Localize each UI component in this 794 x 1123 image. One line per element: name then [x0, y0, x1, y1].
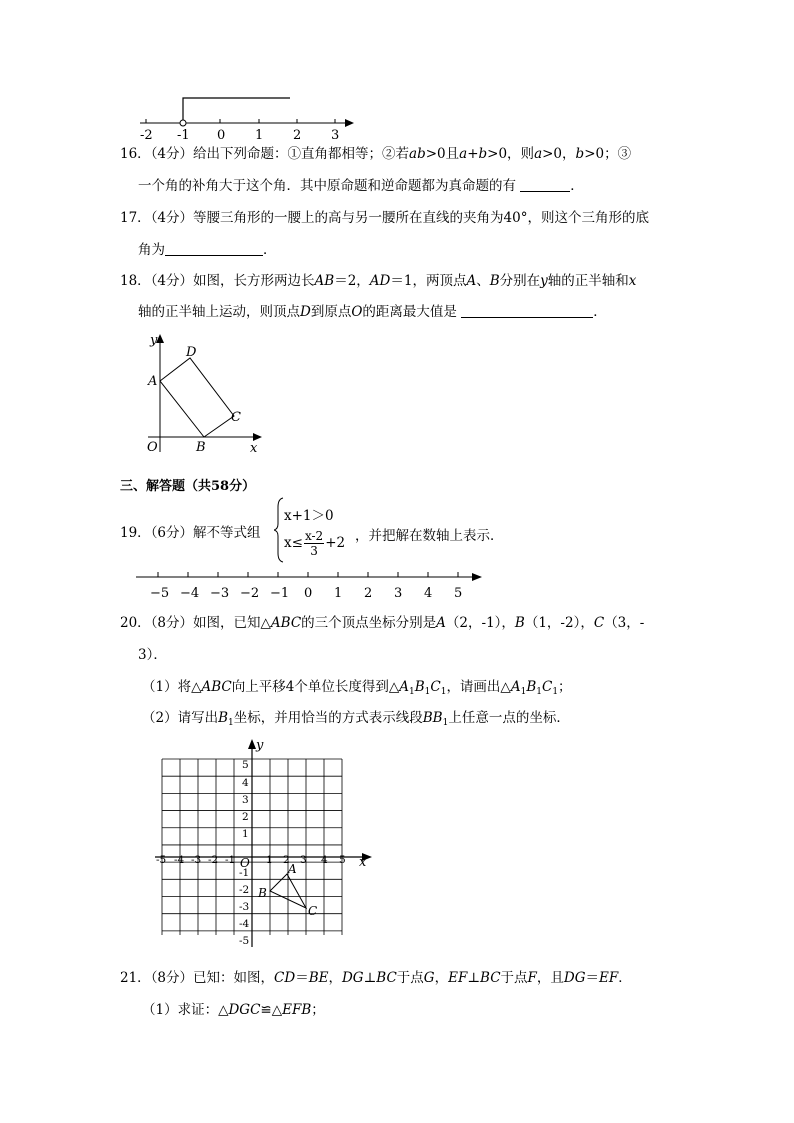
fig-label: B: [196, 440, 206, 455]
var: a: [534, 146, 543, 162]
tick-label: 5: [339, 854, 346, 866]
q21-text: 于点: [500, 970, 528, 986]
q17-text: 等腰三角形的一腰上的高与另一腰所在直线的夹角为40°，则这个三角形的底: [193, 210, 649, 226]
q21-text: 于点: [396, 970, 424, 986]
tick-label: -3: [191, 854, 202, 866]
q21-text: ⊥: [363, 970, 377, 986]
var: B: [218, 710, 229, 726]
tick-label: −5: [150, 586, 170, 601]
var: BB: [422, 710, 443, 726]
fig-label: B: [258, 886, 267, 900]
fig-label: D: [186, 345, 197, 360]
q21-number: 21．: [120, 970, 151, 986]
var: AB: [314, 273, 335, 289]
var: EF: [599, 970, 619, 986]
q20-text: 如图，已知△: [193, 615, 271, 631]
tick-label: 3: [394, 586, 403, 601]
var: a+b: [459, 146, 488, 162]
q21-part1: [142, 1001, 325, 1019]
q18-rectangle-figure: [138, 330, 268, 458]
q20-number: 20．: [120, 615, 151, 631]
q17-line1: [120, 209, 649, 227]
var: A: [399, 679, 409, 695]
q17-number: 17．: [120, 210, 151, 226]
q18-line2: [138, 303, 607, 321]
var: B: [526, 679, 537, 695]
section-title: 三、解答题（共58分）: [120, 479, 256, 494]
tick-label: -5: [239, 935, 250, 947]
tick-label: -1: [177, 128, 190, 142]
q21-score: （8分）: [150, 970, 194, 986]
q16-text: >0，则: [487, 146, 535, 162]
var: CD: [274, 970, 296, 986]
q17-end: ．: [263, 242, 277, 258]
var: DG: [341, 970, 364, 986]
var: O: [351, 304, 363, 320]
tick-label: -4: [239, 918, 250, 930]
var: DGC: [228, 1002, 261, 1018]
q16-line1: [120, 145, 631, 163]
answer-blank[interactable]: [165, 242, 263, 256]
q20-score: （8分）: [150, 615, 194, 631]
var: B: [414, 679, 425, 695]
var: AD: [369, 273, 391, 289]
var: A: [436, 615, 446, 631]
tick-label: -5: [156, 854, 167, 866]
fig-label: y: [256, 738, 264, 753]
tick-label: 2: [293, 128, 302, 142]
tick-label: -2: [208, 854, 219, 866]
q18-score: （4分）: [150, 273, 194, 289]
q21-text: ，且: [536, 970, 564, 986]
var: ABC: [270, 615, 302, 631]
subscript: 1: [228, 718, 234, 728]
fig-label: A: [148, 374, 158, 389]
var: C: [541, 679, 553, 695]
tick-label: 1: [266, 854, 273, 866]
q20-text: 坐标，并用恰当的方式表示线段: [233, 710, 423, 726]
q20-part1: [142, 678, 572, 701]
var: A: [466, 273, 477, 289]
q20-line1: [120, 614, 644, 632]
q20-text: ；: [558, 679, 572, 695]
q21-text: ≌△: [260, 1002, 283, 1018]
q18-text: 轴的正半轴和: [547, 273, 629, 289]
var: B: [514, 615, 525, 631]
q16-line2: [138, 177, 584, 195]
q18-text: 到原点: [310, 304, 352, 320]
tick-label: 5: [454, 586, 463, 601]
var: C: [593, 615, 605, 631]
q20-coordinate-grid: [150, 735, 380, 950]
subscript: 1: [520, 687, 527, 697]
q19-line1: [120, 524, 261, 542]
q20-text: （1，-2），: [524, 615, 594, 631]
var: G: [423, 970, 435, 986]
q18-end: ．: [593, 304, 607, 320]
q18-text: ＝2，: [334, 273, 370, 289]
fig-label: O: [147, 440, 158, 455]
var: y: [540, 273, 548, 289]
var: BC: [376, 970, 397, 986]
q16-number: 16．: [120, 146, 151, 162]
fig-label: C: [308, 904, 318, 918]
q20-text: （2）请写出: [142, 710, 219, 726]
var: b: [575, 146, 585, 162]
tick-label: 1: [255, 128, 264, 142]
q21-text: ，: [328, 970, 342, 986]
subscript: 1: [424, 687, 431, 697]
tick-label: -4: [174, 854, 185, 866]
tick-label: -1: [225, 854, 236, 866]
tick-label: 3: [331, 128, 340, 142]
q21-text: ；: [311, 1002, 325, 1018]
fig-label: A: [288, 862, 297, 876]
var: DG: [563, 970, 586, 986]
var: C: [430, 679, 441, 695]
q16-text: >0且: [425, 146, 460, 162]
tick-label: −1: [270, 586, 290, 601]
answer-blank[interactable]: [461, 304, 593, 318]
brace-icon: [274, 497, 284, 563]
subscript: 1: [536, 687, 542, 697]
ineq-part: +2: [325, 535, 346, 551]
subscript: 1: [552, 687, 559, 697]
tick-label: -2: [239, 884, 250, 896]
answer-blank[interactable]: [520, 178, 570, 192]
tick-label: 3: [300, 854, 307, 866]
var: x: [628, 273, 637, 289]
q17-text: 角为: [138, 242, 165, 258]
q21-line1: [120, 969, 632, 987]
tick-label: -2: [140, 128, 153, 142]
q17-score: （4分）: [150, 210, 194, 226]
q16-text: >0，: [542, 146, 576, 162]
q21-text: ⊥: [467, 970, 481, 986]
subscript: 1: [440, 687, 447, 697]
q18-text: 轴的正半轴上运动，则顶点: [138, 304, 300, 320]
q19-score: （6分）: [150, 525, 194, 541]
q21-text: ＝: [585, 970, 600, 986]
q20-part2: [142, 709, 570, 732]
q18-text: 、: [476, 273, 490, 289]
q19-number: 19．: [120, 525, 151, 541]
q20-text: （3，-: [604, 615, 645, 631]
q18-text: 的距离最大值是: [362, 304, 457, 320]
fig-label: x: [359, 855, 367, 870]
ineq-part: x≤: [284, 535, 303, 551]
q17-line2: [138, 241, 277, 259]
tick-label: 5: [242, 759, 249, 771]
q16-text: 一个角的补角大于这个角．其中原命题和逆命题都为真命题的有: [138, 178, 516, 194]
fraction: [304, 529, 324, 558]
denominator: 3: [310, 544, 318, 558]
q21-text: ＝: [295, 970, 309, 986]
q20-text: （1）将△: [142, 679, 202, 695]
q16-end: ．: [570, 178, 584, 194]
q21-text: 已知：如图，: [193, 970, 275, 986]
tick-label: 0: [304, 586, 313, 601]
q19-inequality-2: [284, 529, 345, 558]
q16-text: 给出下列命题：①直角都相等；②若: [193, 146, 410, 162]
tick-label: −3: [210, 586, 230, 601]
var: ABC: [201, 679, 232, 695]
var: ab: [409, 146, 426, 162]
fig-label: C: [231, 410, 241, 425]
var: B: [489, 273, 500, 289]
tick-label: -1: [239, 867, 250, 879]
q19-number-line: [130, 567, 490, 603]
q18-text: ＝1，两顶点: [390, 273, 467, 289]
var: F: [527, 970, 537, 986]
tick-label: 4: [242, 777, 249, 789]
q21-text: ．: [618, 970, 632, 986]
fig-label: y: [150, 333, 158, 348]
q20-text: （2，-1），: [445, 615, 515, 631]
tick-label: 0: [217, 128, 226, 142]
fig-label: x: [250, 441, 258, 456]
tick-label: 4: [321, 854, 328, 866]
numerator: x-2: [304, 529, 324, 543]
q18-text: 分别在: [499, 273, 541, 289]
q20-text: 上任意一点的坐标．: [448, 710, 570, 726]
q16-text: >0；③: [584, 146, 632, 162]
tick-label: 1: [334, 586, 343, 601]
subscript: 1: [442, 718, 449, 728]
tick-label: 2: [283, 854, 290, 866]
q20-text: ，请画出△: [446, 679, 511, 695]
tick-label: -3: [239, 901, 250, 913]
q18-line1: [120, 272, 636, 290]
var: D: [300, 304, 311, 320]
tick-label: 3: [242, 794, 249, 806]
q21-text: ，: [434, 970, 449, 986]
tick-label: 4: [424, 586, 433, 601]
q16-score: （4分）: [150, 146, 194, 162]
q19-inequality-1: x+1＞0: [284, 508, 334, 524]
var: EF: [448, 970, 468, 986]
q18-text: 如图，长方形两边长: [193, 273, 315, 289]
q20-text: 向上平移4个单位长度得到△: [231, 679, 400, 695]
var: BC: [480, 970, 501, 986]
number-line-top-figure: [130, 90, 360, 142]
var: EFB: [282, 1002, 312, 1018]
tick-label: 2: [242, 811, 249, 823]
q20-text: 的三个顶点坐标分别是: [301, 615, 437, 631]
var: BE: [308, 970, 329, 986]
var: A: [510, 679, 521, 695]
q21-text: （1）求证：△: [142, 1002, 229, 1018]
tick-label: −4: [180, 586, 200, 601]
fig-label: O: [240, 856, 250, 870]
q20-line2: 3）．: [138, 647, 167, 663]
subscript: 1: [408, 687, 415, 697]
tick-label: 1: [242, 828, 249, 840]
q19-text: 解不等式组: [193, 525, 261, 541]
tick-label: 2: [364, 586, 373, 601]
q18-number: 18．: [120, 273, 151, 289]
tick-label: −2: [240, 586, 260, 601]
q19-line1-tail: ，并把解在数轴上表示．: [355, 528, 504, 544]
